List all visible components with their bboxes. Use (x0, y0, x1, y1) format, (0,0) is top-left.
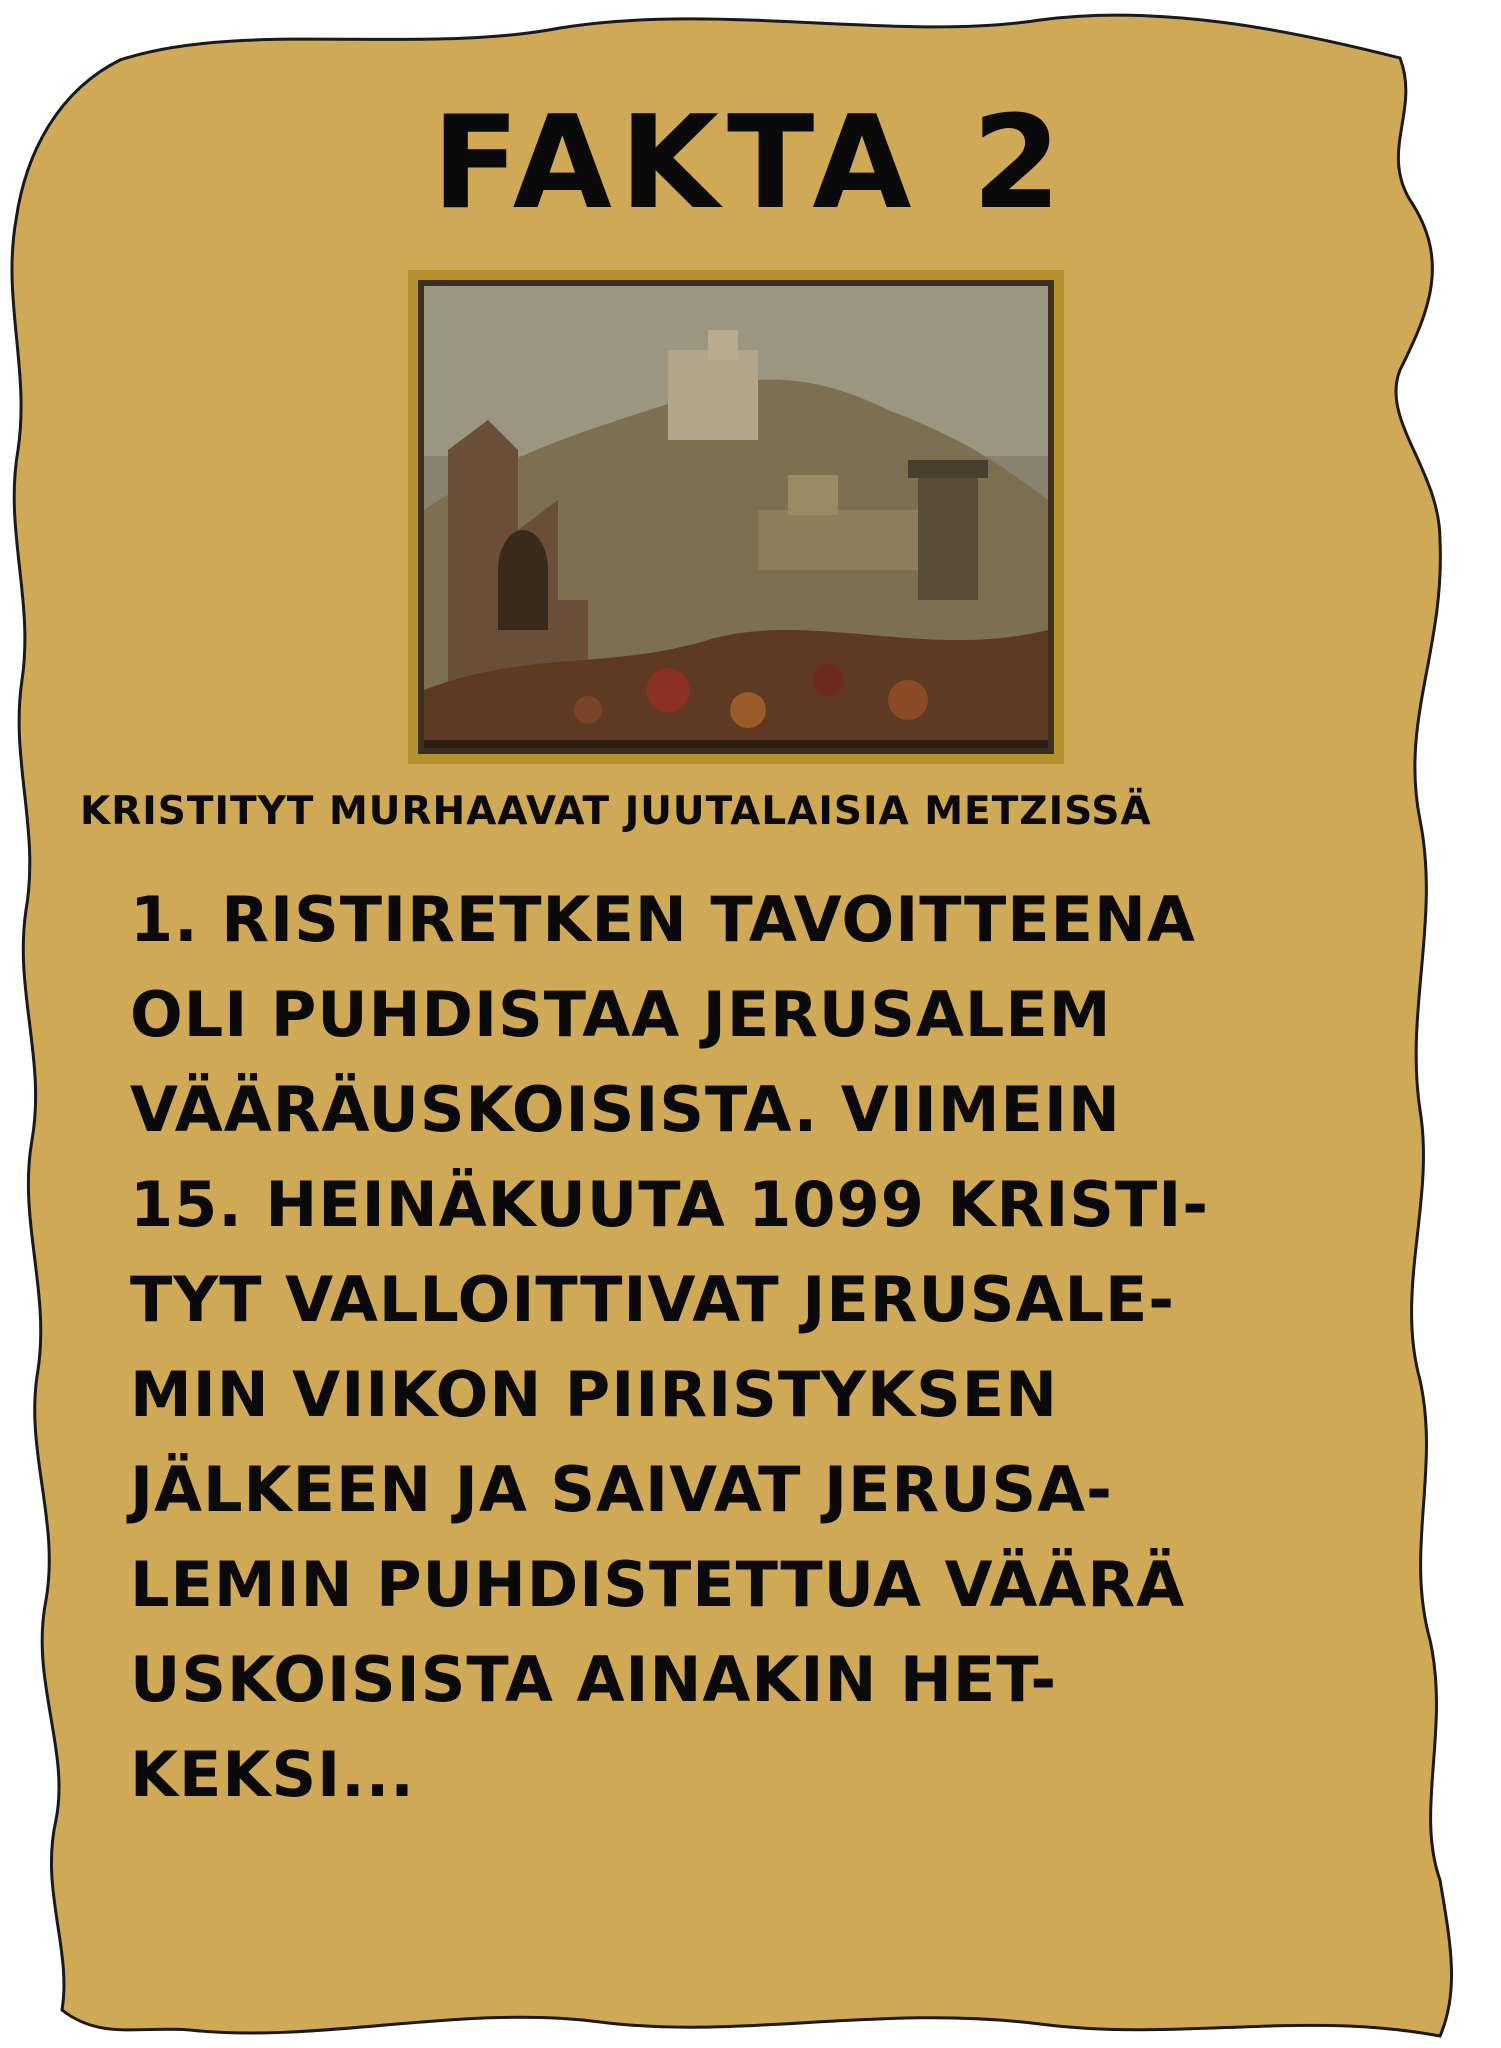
image-caption: KRISTITYT MURHAAVAT JUUTALAISIA METZISSÄ (80, 789, 1152, 834)
fact-line: KEKSI... (130, 1738, 415, 1811)
fact-line: 1. RISTIRETKEN TAVOITTEENA (130, 883, 1196, 956)
fact-paragraph (130, 872, 1370, 1822)
fact-line: JÄLKEEN JA SAIVAT JERUSA- (130, 1453, 1113, 1526)
fact-line: LEMIN PUHDISTETTUA VÄÄRÄ (130, 1548, 1186, 1621)
fact-line: USKOISISTA AINAKIN HET- (130, 1643, 1058, 1716)
fact-line: TYT VALLOITTIVAT JERUSALE- (130, 1263, 1176, 1336)
page-title: FAKTA 2 (431, 89, 1070, 238)
fact-line: 15. HEINÄKUUTA 1099 KRISTI- (130, 1168, 1210, 1241)
painting-tower (918, 470, 978, 600)
fact-line: MIN VIIKON PIIRISTYKSEN (130, 1358, 1058, 1431)
fact-line: OLI PUHDISTAA JERUSALEM (130, 978, 1112, 1051)
fact-line: VÄÄRÄUSKOISISTA. VIIMEIN (130, 1073, 1121, 1146)
painting-wall (758, 510, 918, 570)
painting-castle (668, 350, 758, 440)
crusader-siege-painting (408, 270, 1064, 764)
